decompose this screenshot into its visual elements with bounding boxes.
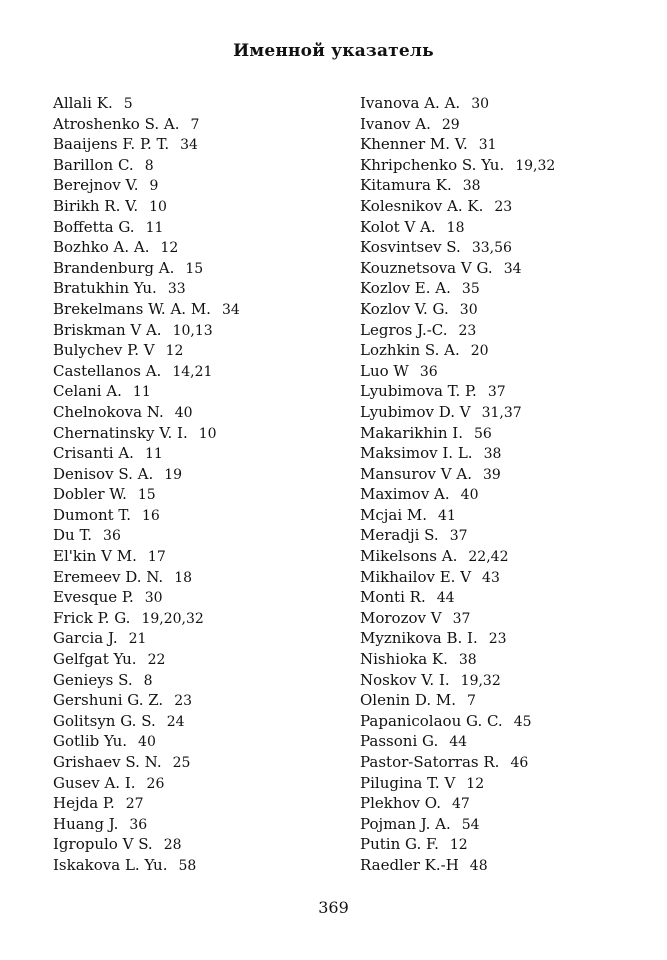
index-entry (53, 731, 240, 752)
page-title: Именной указатель (233, 41, 434, 61)
index-entry (360, 505, 555, 526)
author-name: Barillon C. (53, 155, 134, 174)
author-name: Evesque P. (53, 588, 134, 607)
author-name: Genieys S. (53, 670, 133, 689)
page-references: 12 (160, 240, 179, 257)
index-entry (53, 402, 240, 423)
page-references: 48 (469, 857, 488, 874)
author-name: Kouznetsova V G. (360, 258, 493, 277)
index-entry (360, 484, 555, 505)
page-references: 30 (471, 96, 490, 112)
page-references: 19,20,32 (141, 610, 204, 627)
author-name: Noskov V. I. (360, 670, 450, 689)
index-entry (360, 670, 555, 691)
index-entry (53, 299, 240, 320)
page-references: 10 (149, 198, 167, 215)
page-references: 17 (147, 549, 166, 566)
author-name: Frick P. G. (53, 608, 131, 627)
author-name: Bozhko A. A. (53, 238, 150, 257)
page-references: 36 (419, 363, 438, 380)
page-references: 58 (178, 857, 197, 874)
author-name: Myznikova B. I. (360, 629, 478, 648)
page-references: 40 (460, 487, 479, 504)
index-entry (53, 134, 240, 155)
index-entry (360, 567, 555, 588)
index-entry (360, 525, 555, 546)
author-name: Pojman J. A. (360, 814, 451, 833)
page-references: 8 (144, 157, 154, 174)
index-entry (360, 134, 555, 155)
index-entry (53, 546, 240, 567)
index-entry (53, 834, 240, 855)
author-name: Papanicolaou G. C. (360, 711, 503, 730)
page-references: 23 (494, 198, 513, 215)
author-name: Khenner M. V. (360, 135, 468, 154)
index-entry (53, 773, 240, 794)
index-column-right (360, 93, 555, 876)
index-entry (360, 773, 555, 794)
author-name: Berejnov V. (53, 176, 139, 195)
author-name: Gershuni G. Z. (53, 691, 164, 710)
author-name: Kozlov V. G. (360, 299, 449, 318)
author-name: Mcjai M. (360, 505, 428, 524)
index-entry (53, 484, 240, 505)
page-references: 9 (149, 178, 159, 195)
page-references: 7 (467, 693, 476, 710)
author-name: Putin G. F. (360, 835, 439, 854)
index-entry (360, 278, 555, 299)
author-name: Eremeev D. N. (53, 567, 164, 586)
page-references: 43 (482, 569, 500, 586)
page-references: 44 (449, 734, 468, 751)
page-references: 23 (458, 322, 477, 339)
author-name: Pastor-Satorras R. (360, 753, 500, 771)
index-entry (360, 175, 555, 196)
author-name: Allali K. (53, 94, 113, 112)
author-name: Legros J.-C. (360, 320, 448, 339)
author-name: Golitsyn G. S. (53, 711, 156, 730)
author-name: Khripchenko S. Yu. (360, 155, 505, 174)
author-name: Lyubimov D. V (360, 402, 471, 421)
page-references: 5 (123, 96, 133, 112)
author-name: Mikhailov E. V (360, 567, 472, 586)
page-references: 29 (441, 116, 460, 133)
author-name: Dobler W. (53, 485, 127, 504)
author-name: Passoni G. (360, 732, 439, 751)
page-references: 38 (483, 446, 502, 463)
index-entry (53, 443, 240, 464)
index-entry (53, 752, 240, 773)
page-references: 30 (459, 301, 478, 318)
index-entry (53, 114, 240, 135)
index-entry (360, 546, 555, 567)
author-name: Briskman V A. (53, 320, 162, 339)
index-entry (53, 793, 240, 814)
page-references: 15 (185, 260, 204, 277)
author-name: Kolesnikov A. K. (360, 196, 484, 215)
page-references: 10,13 (172, 322, 213, 339)
page-references: 19,32 (460, 672, 501, 689)
author-name: Luo W (360, 361, 409, 380)
author-name: Birikh R. V. (53, 196, 139, 215)
author-name: Bratukhin Yu. (53, 279, 157, 298)
page-references: 36 (129, 816, 148, 833)
index-entry (53, 567, 240, 588)
index-entry (53, 237, 240, 258)
page-references: 16 (141, 507, 160, 524)
index-entry (53, 464, 240, 485)
index-entry (360, 402, 555, 423)
index-entry (53, 381, 240, 402)
index-entry (53, 649, 240, 670)
page-references: 23 (174, 693, 193, 710)
page-references: 21 (128, 631, 147, 648)
author-name: Plekhov O. (360, 794, 441, 813)
index-entry (53, 361, 240, 382)
index-entry (360, 381, 555, 402)
index-entry (360, 361, 555, 382)
index-entry (53, 505, 240, 526)
index-entry (53, 690, 240, 711)
author-name: Chernatinsky V. I. (53, 423, 188, 442)
page-references: 45 (513, 713, 532, 730)
index-entry (53, 196, 240, 217)
index-entry (360, 320, 555, 341)
page-references: 38 (458, 652, 477, 669)
index-entry (360, 711, 555, 732)
author-name: Du T. (53, 526, 93, 545)
author-name: Baaijens F. P. T. (53, 135, 170, 154)
index-entry (360, 258, 555, 279)
page-references: 37 (449, 528, 468, 545)
index-entry (360, 731, 555, 752)
author-name: Raedler K.-H (360, 855, 459, 874)
index-entry (53, 258, 240, 279)
author-name: Lyubimova T. P. (360, 382, 477, 401)
author-name: Maximov A. (360, 485, 450, 504)
index-entry (53, 155, 240, 176)
page-references: 8 (143, 672, 153, 689)
page-references: 40 (138, 734, 156, 751)
page-references: 36 (103, 528, 121, 545)
author-name: Kozlov E. A. (360, 279, 451, 298)
index-entry (360, 649, 555, 670)
author-name: Garcia J. (53, 629, 118, 648)
page-references: 46 (510, 755, 529, 771)
page-references: 33 (167, 281, 186, 298)
author-name: Ivanov A. (360, 114, 431, 133)
page-references: 23 (488, 631, 507, 648)
author-name: Mikelsons A. (360, 547, 458, 566)
author-name: Kitamura K. (360, 176, 452, 195)
author-name: Pilugina T. V (360, 773, 456, 792)
author-name: Dumont T. (53, 505, 131, 524)
page-references: 19,32 (515, 157, 556, 174)
author-name: Castellanos A. (53, 361, 162, 380)
page-references: 25 (172, 755, 191, 771)
index-entry (360, 443, 555, 464)
author-name: Meradji S. (360, 526, 439, 545)
author-name: Gusev A. I. (53, 773, 136, 792)
page-references: 40 (174, 404, 193, 421)
index-entry (53, 278, 240, 299)
index-entry (360, 114, 555, 135)
page-references: 20 (470, 343, 489, 360)
author-name: Chelnokova N. (53, 402, 164, 421)
page-references: 22 (147, 652, 166, 669)
page-references: 34 (503, 260, 522, 277)
page-references: 27 (125, 796, 144, 813)
author-name: Igropulo V S. (53, 835, 153, 854)
page-references: 37 (452, 610, 471, 627)
page-references: 14,21 (172, 363, 213, 380)
page-references: 31,37 (481, 404, 522, 421)
index-entry (360, 93, 555, 114)
index-entry (360, 628, 555, 649)
index-entry (360, 608, 555, 629)
page-references: 39 (482, 466, 501, 483)
author-name: Olenin D. M. (360, 691, 457, 710)
page-references: 10 (198, 425, 217, 442)
page-references: 26 (146, 775, 165, 792)
author-name: Brekelmans W. A. M. (53, 299, 211, 318)
index-entry (53, 423, 240, 444)
index-entry (53, 670, 240, 691)
page-references: 47 (451, 796, 470, 813)
page-references: 12 (165, 343, 184, 360)
author-name: Lozhkin S. A. (360, 341, 460, 360)
page-references: 38 (462, 178, 481, 195)
page-references: 18 (446, 219, 465, 236)
index-entry (53, 711, 240, 732)
page-references: 56 (473, 425, 492, 442)
index-entry (53, 628, 240, 649)
page-references: 33,56 (471, 240, 512, 257)
author-name: Grishaev S. N. (53, 753, 162, 771)
author-name: Ivanova A. A. (360, 94, 461, 112)
page-references: 12 (449, 837, 468, 854)
author-name: Gelfgat Yu. (53, 650, 137, 669)
author-name: Makarikhin I. (360, 423, 463, 442)
author-name: Denisov S. A. (53, 464, 154, 483)
index-entry (360, 155, 555, 176)
index-column-left (53, 93, 240, 876)
index-entry (360, 340, 555, 361)
page-references: 7 (190, 116, 200, 133)
page-references: 54 (461, 816, 480, 833)
page-references: 18 (174, 569, 193, 586)
author-name: Celani A. (53, 382, 122, 401)
index-entry (53, 175, 240, 196)
author-name: Boffetta G. (53, 217, 135, 236)
index-entry (360, 196, 555, 217)
index-entry (53, 340, 240, 361)
author-name: Iskakova L. Yu. (53, 855, 168, 874)
author-name: Crisanti A. (53, 444, 134, 463)
index-entry (360, 793, 555, 814)
page-references: 11 (144, 446, 163, 463)
author-name: Huang J. (53, 814, 119, 833)
page-references: 35 (461, 281, 480, 298)
index-entry (360, 464, 555, 485)
author-name: Kolot V A. (360, 217, 436, 236)
index-entry (53, 93, 240, 114)
index-entry (360, 834, 555, 855)
author-name: Morozov V (360, 608, 442, 627)
index-entry (360, 855, 555, 876)
index-entry (360, 299, 555, 320)
author-name: Mansurov V A. (360, 464, 472, 483)
author-name: Maksimov I. L. (360, 444, 473, 463)
author-name: El'kin V M. (53, 547, 137, 566)
author-name: Monti R. (360, 588, 426, 607)
page-references: 34 (180, 137, 198, 154)
index-entry (360, 752, 555, 773)
page-number: 369 (318, 898, 349, 917)
index-entry (53, 525, 240, 546)
author-name: Kosvintsev S. (360, 238, 461, 257)
author-name: Nishioka K. (360, 650, 448, 669)
page-references: 19 (164, 466, 183, 483)
page-references: 11 (145, 219, 164, 236)
index-entry (53, 814, 240, 835)
index-entry (360, 587, 555, 608)
index-entry (360, 423, 555, 444)
index-entry (360, 814, 555, 835)
index-entry (53, 217, 240, 238)
page-references: 11 (132, 384, 151, 401)
author-name: Hejda P. (53, 794, 115, 813)
page-references: 37 (487, 384, 506, 401)
index-entry (53, 320, 240, 341)
page-references: 12 (466, 775, 485, 792)
page-references: 41 (438, 507, 456, 524)
page-references: 28 (163, 837, 182, 854)
index-entry (53, 608, 240, 629)
author-name: Atroshenko S. A. (53, 114, 180, 133)
index-entry (53, 587, 240, 608)
index-entry (360, 237, 555, 258)
author-name: Bulychev P. V (53, 341, 155, 360)
page-references: 15 (137, 487, 156, 504)
author-name: Gotlib Yu. (53, 732, 128, 751)
index-entry (53, 855, 240, 876)
page-references: 44 (436, 590, 455, 607)
page-references: 24 (166, 713, 185, 730)
page-references: 30 (144, 590, 163, 607)
author-name: Brandenburg A. (53, 258, 175, 277)
index-entry (360, 690, 555, 711)
page-references: 31 (478, 137, 497, 154)
index-entry (360, 217, 555, 238)
page-references: 22,42 (468, 549, 509, 566)
page-references: 34 (221, 301, 240, 318)
